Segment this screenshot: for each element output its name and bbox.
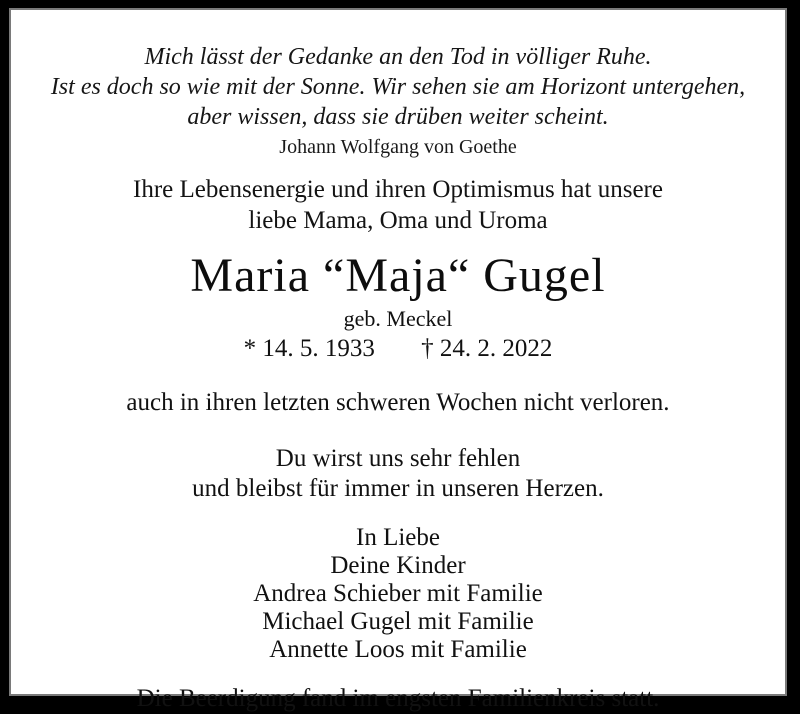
mourner-line: Andrea Schieber mit Familie — [253, 580, 543, 607]
life-dates — [11, 334, 785, 364]
body-continuation: auch in ihren letzten schweren Wochen nicht verloren. — [126, 389, 670, 416]
death-date: † 24. 2. 2022 — [421, 335, 553, 362]
farewell-line: und bleibst für immer in unseren Herzen. — [192, 475, 604, 502]
intro-line: liebe Mama, Oma und Uroma — [248, 207, 548, 234]
quote-line: Mich lässt der Gedanke an den Tod in völliger Ruhe. — [144, 44, 652, 70]
quote-line: Ist es doch so wie mit der Sonne. Wir sehen sie am Horizont untergehen, — [50, 74, 746, 100]
deceased-name: Maria “Maja“ Gugel — [190, 249, 606, 302]
intro-line: Ihre Lebensenergie und ihren Optimismus hat unsere — [133, 176, 663, 203]
memorial-quote — [11, 42, 785, 160]
funeral-notice: Die Beerdigung fand im engsten Familienkreis statt. — [136, 685, 660, 712]
maiden-name: geb. Meckel — [343, 306, 453, 331]
mourner-line: In Liebe — [356, 524, 440, 551]
quote-attribution: Johann Wolfgang von Goethe — [279, 136, 517, 158]
intro-text — [11, 174, 785, 236]
mourner-line: Michael Gugel mit Familie — [262, 608, 534, 635]
farewell-line: Du wirst uns sehr fehlen — [275, 445, 521, 472]
farewell-text — [11, 444, 785, 504]
mourner-line: Annette Loos mit Familie — [269, 636, 527, 663]
obituary-page — [9, 8, 787, 712]
birth-date: * 14. 5. 1933 — [243, 335, 375, 362]
quote-line: aber wissen, dass sie drüben weiter scheint. — [187, 104, 609, 130]
mourners-list — [11, 524, 785, 664]
mourner-line: Deine Kinder — [330, 552, 466, 579]
